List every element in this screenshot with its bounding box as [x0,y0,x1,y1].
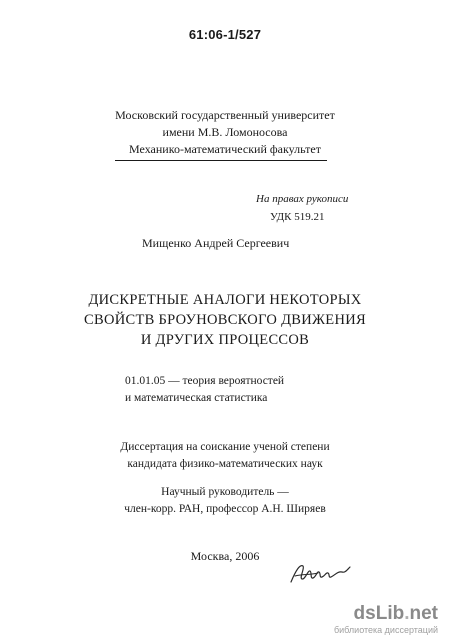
title-line-1: ДИСКРЕТНЫЕ АНАЛОГИ НЕКОТОРЫХ [88,292,362,308]
degree-line-2: кандидата физико-математических наук [127,458,323,470]
watermark [334,604,438,636]
city-year: Москва, 2006 [190,549,260,563]
specialty-line-2: и математическая статистика [125,392,268,404]
udc-code: УДК 519.21 [270,211,325,223]
faculty-name: Механико-математический факультет [129,142,321,156]
watermark-brand-tld: net [409,603,438,624]
advisor-line-2: член-корр. РАН, профессор А.Н. Ширяев [124,503,326,515]
university-named-after: имени М.В. Ломоносова [162,125,288,139]
title-line-3: И ДРУГИХ ПРОЦЕССОВ [140,332,310,348]
archive-code: 61:06-1/527 [188,27,262,42]
specialty [125,373,284,407]
title-line-2: СВОЙСТВ БРОУНОВСКОГО ДВИЖЕНИЯ [84,312,366,328]
manuscript-rights: На правах рукописи [256,193,349,205]
specialty-line-1: 01.01.05 — теория вероятностей [125,375,285,387]
watermark-brand-main: dsLib [353,603,405,624]
watermark-brand-dot: . [404,603,410,624]
handwritten-signature [288,560,352,588]
watermark-subtitle: библиотека диссертаций [333,625,438,635]
author-name: Мищенко Андрей Сергеевич [142,236,290,250]
faculty-underline [115,160,327,161]
advisor-line-1: Научный руководитель — [161,486,289,498]
watermark-brand [334,604,438,624]
university-name: Московский государственный университет [115,108,335,122]
degree-line-1: Диссертация на соискание ученой степени [120,441,330,453]
